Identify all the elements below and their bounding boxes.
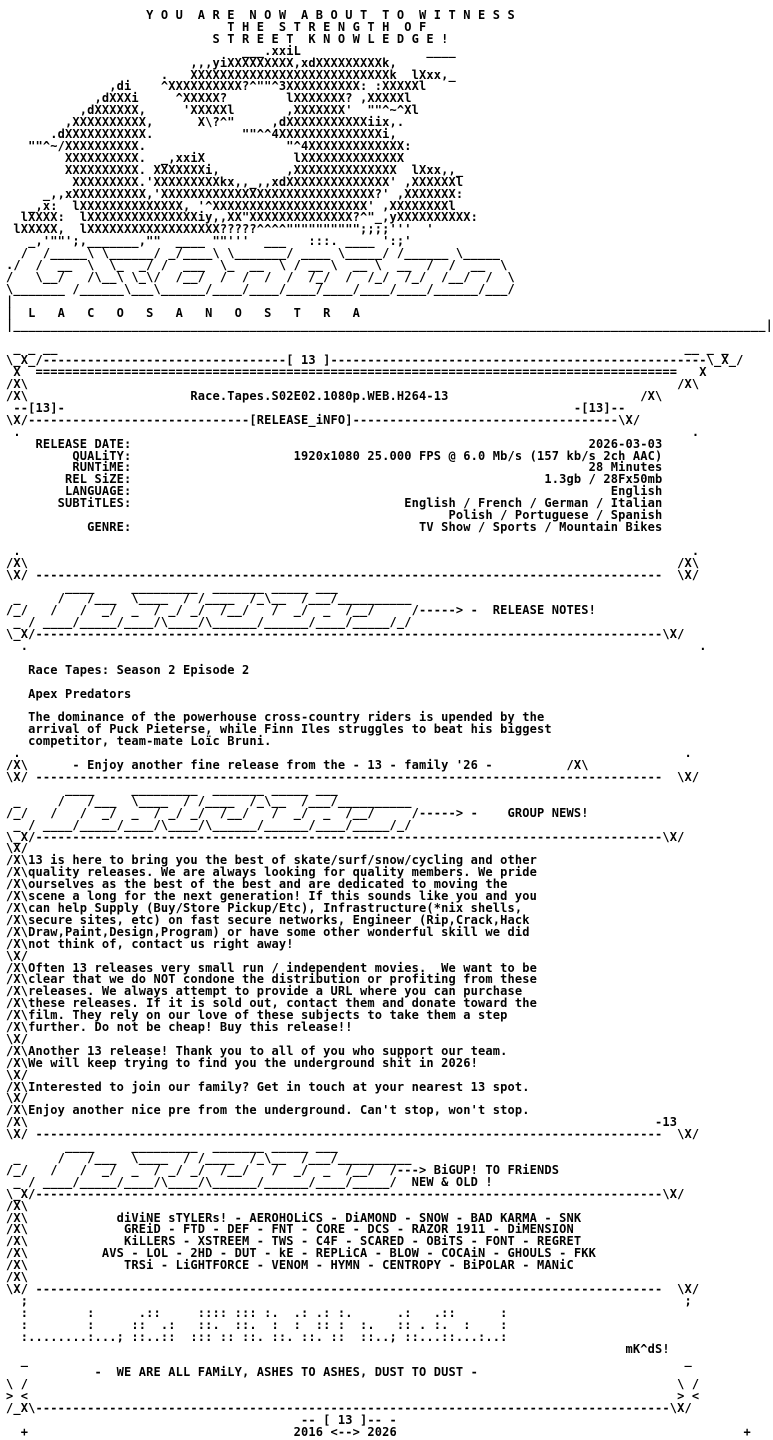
tag-right: -[13]-	[573, 400, 619, 415]
notes-line: Race Tapes: Season 2 Episode 2	[28, 662, 250, 677]
footer-years: 2016 <--> 2026	[293, 1424, 397, 1439]
section-bigup-sub: NEW & OLD !	[411, 1174, 493, 1189]
news-line: Enjoy another nice pre from the underground. Can't stop, won't stop.	[28, 1103, 530, 1118]
info-label: LANGUAGE:	[65, 484, 132, 499]
notes-line: The dominance of the powerhouse cross-country riders is upended by the	[28, 710, 545, 725]
section-release-notes: RELEASE NOTES!	[492, 603, 596, 618]
friends-line: TRSi - LiGHTFORCE - VENOM - HYMN - CENTROPY - BiPOLAR - MANiC	[124, 1258, 574, 1273]
news-line: can help Supply (Buy/Store Pickup/Etc), Infrastructure(*nix shells,	[28, 900, 523, 915]
news-line: Draw,Paint,Design,Program) or have some other wonderful skill we did	[28, 924, 530, 939]
friends-line: AVS - LOL - 2HD - DUT - kE - REPLiCA - BLOW - COCAiN - GHOULS - FKK	[101, 1246, 596, 1261]
news-line: secure sites, etc) on fast secure networks, Engineer (Rip,Crack,Hack	[28, 912, 530, 927]
info-label: RELEASE DATE:	[35, 436, 132, 451]
group-letters: L A C O S A N O S T R A	[28, 305, 360, 320]
subtitles-value: English / French / German / Italian	[404, 496, 663, 511]
footer-tag: -- [ 13 ]-- -	[300, 1412, 397, 1427]
genre-value: TV Show / Sports / Mountain Bikes	[419, 519, 663, 534]
section-bigup: BiGUP! TO FRiENDS	[433, 1162, 560, 1177]
closing-line: - WE ARE ALL FAMiLY, ASHES TO ASHES, DUST TO DUST -	[94, 1365, 478, 1380]
info-label: GENRE:	[87, 519, 132, 534]
news-line: quality releases. We are always looking for quality members. We pride	[28, 865, 537, 880]
news-line: releases. We always attempt to provide a URL where you can purchase	[28, 984, 523, 999]
size-value: 1.3gb / 28Fx50mb	[544, 472, 663, 487]
headline-line: Y O U A R E N O W A B O U T T O W I T N E S S	[6, 8, 655, 22]
tag-left: -[13]-	[20, 400, 65, 415]
family-line: - Enjoy another fine release from the - 13 - family '26 -	[72, 758, 493, 773]
news-line: not think of, contact us right away!	[28, 936, 294, 951]
news-signature: -13	[654, 1115, 678, 1130]
notes-line: Apex Predators	[28, 686, 132, 701]
news-line: We will keep trying to find you the underground shit in 2026!	[28, 1055, 478, 1070]
news-line: ourselves as the best of the best and are dedicated to moving the	[28, 877, 508, 892]
friends-line: diViNE sTYLERs! - AEROHOLiCS - DiAMOND - SNOW - BAD KARMA - SNK	[116, 1210, 582, 1225]
release-date-value: 2026-03-03	[588, 436, 663, 451]
info-label: REL SiZE:	[65, 472, 132, 487]
artist-signature: mK^dS!	[625, 1341, 670, 1356]
news-line: Interested to join our family? Get in touch at your nearest 13 spot.	[28, 1079, 530, 1094]
news-line: further. Do not be cheap! Buy this release!!	[28, 1020, 353, 1035]
section-group-news: GROUP NEWS!	[507, 805, 589, 820]
friends-line: KiLLERS - XSTREEM - TWS - C4F - SCARED - OBiTS - FONT - REGRET	[124, 1234, 582, 1249]
friends-line: GREiD - FTD - DEF - FNT - CORE - DCS - RAZOR 1911 - DiMENSION	[124, 1222, 574, 1237]
release-name: Race.Tapes.S02E02.1080p.WEB.H264-13	[190, 389, 449, 403]
quality-value: 1920x1080 25.000 FPS @ 6.0 Mb/s (157 kb/s 2ch AAC)	[293, 448, 663, 463]
news-line: Often 13 releases very small run / independent movies. We want to be	[28, 960, 537, 975]
news-line: scene a long for the next generation! If this sounds like you and you	[28, 889, 537, 904]
runtime-value: 28 Minutes	[588, 460, 663, 475]
notes-line: arrival of Puck Pieterse, while Finn Iles struggles to beat his biggest	[28, 722, 552, 737]
info-label: RUNTiME:	[72, 460, 132, 475]
headline-line: S T R E E T K N O W L E D G E !	[6, 31, 655, 46]
news-line: 13 is here to bring you the best of skate/surf/snow/cycling and other	[28, 853, 537, 868]
language-value: English	[610, 484, 663, 499]
subtitles-value: Polish / Portuguese / Spanish	[448, 508, 663, 523]
news-line: film. They rely on our love of these subjects to take them a step	[28, 1008, 508, 1023]
notes-line: competitor, team-mate Loïc Bruni.	[28, 734, 272, 749]
news-line: these releases. If it is sold out, contact them and donate toward the	[28, 996, 537, 1011]
info-label: QUALiTY:	[72, 448, 132, 463]
nfo-text: Y O U A R E N O W A B O U T T O W I T N E S S T H E S T R E N G T H O F S T R E E T K N O W L E D G E ! ___.xxiL ____ ,,,yiXXXXXXXXX,xdXXXXXXXXXk, . XXXXXXXXXXXXXXXXXXXXXXXXXXXk lXxx,_ ,di ^XXXXXXXXXX?^""^3XXXXXXXXXX: :XXXXXl ,dXXXi ^XXXXX? lXXXXXXX? ,XXXXXl ,dXXXXXX, 'XXXXXl ,XXXXXXX' ""^~^Xl ,XXXXXXXXXX, X\?^" ,dXXXXXXXXXXXiix,. .dXXXXXXXXXXX. ""^^4XXXXXXXXXXXXXXi, ""^~/XXXXXXXXXX. "^4XXXXXXXXXXXXX: XXXXXXXXXX. _,xxiX lXXXXXXXXXXXXXX XXXXXXXXXX. XXXXXXXi, ,XXXXXXXXXXXXXX lXxx,,_ XXXXXXXXX.'XXXXXXXXXkx,,_,,xdXXXXXXXXXXXXXX' ,XXXXXXl _,,xXXXXXXXXXX,'XXXXXXXXXXXXXXXXXXXXXXXXXXXXX?' ,XXXXXXX: _,x: lXXXXXXXXXXXXXX, '^XXXXXXXXXXXXXXXXXXXXX' ,XXXXXXXXl lXXXX: lXXXXXXXXXXXXXXXiy,,XX"XXXXXXXXXXXXXX?^"_,yXXXXXXXXXX: lXXXXX, lXXXXXXXXXXXXXXXXXX?????^^^^"""""""""";;;;''' ' _,'""';,_______,"" ____ ""''' ___ :::. ____ ':;' / /_____\ \______/ _/____\ \_______/ ____ \_____/ /______ \_____ ./ / __ \ \_ _/ / ___ \_ __ \ / __ \ __ \ __ / / __ \ / \__/ /\__\ \_\/ /__/ / / / / /_/ / /_/ /_/ /__/ / \ \_______ /______\___\______/____/____/____/____/____/____/______/___/ | | L A C O S A N O S T R A |______________________________________________________________________________________________________| _ _ __ __ _ _ \_X_/---------------------------------[ 13 ]---------------------------------------------------\_X_/ X ======================================================================================= X /X\ /X\ /X\ Race.Tapes.S02E02.1080p.WEB.H264-13 /X\ --[13]- -[13]-- \X/------------------------------[RELEASE_iNFO]------------------------------------\X/ . . RELEASE DATE: 2026-03-03 QUALiTY: 1920x1080 25.000 FPS @ 6.0 Mb/s (157 kb/s 2ch AAC) RUNTiME: 28 Minutes REL SiZE: 1.3gb / 28Fx50mb LANGUAGE: English SUBTiTLES: English / French / German / Italian Polish / Portuguese / Spanish GENRE: TV Show / Sports / Mountain Bikes . . /X\ /X\ \X/ ------------------------------------------------------------------------------------- \X/ ____ _________ _______ _____ ___ _ / /___ \____ / /____ /_\__ /___/__________ /_/ / / _/ _ / _/ _/ /__/ / _/ _ /__/ /-----> - RELEASE NOTES! _ / ____/_____/____/\____/\______/______/____/_____/_/ \_X/-------------------------------------------------------------------------------------\X/ . . Race Tapes: Season 2 Episode 2 Apex Predators The dominance of the powerhouse cross-country riders is upended by the arrival of Puck Pieterse, while Finn Iles struggles to beat his biggest competitor, team-mate Loïc Bruni. . . /X\ - Enjoy another fine release from the - 13 - family '26 - /X\ \X/ ------------------------------------------------------------------------------------- \X/ ____ _________ _______ _____ ___ _ / /___ \____ / /____ /_\__ /___/__________ /_/ / / _/ _ / _/ _/ /__/ / _/ _ /__/ /-----> - GROUP NEWS! _ / ____/_____/____/\____/\______/______/____/_____/_/ \_X/-------------------------------------------------------------------------------------\X/ \X/ /X\13 is here to bring you the best of skate/surf/snow/cycling and other /X\quality releases. We are always looking for quality members. We pride /X\ourselves as the best of the best and are dedicated to moving the /X\scene a long for the next generation! If this sounds like you and you /X\can help Supply (Buy/Store Pickup/Etc), Infrastructure(*nix shells, /X\secure sites, etc) on fast secure networks, Engineer (Rip,Crack,Hack /X\Draw,Paint,Design,Program) or have some other wonderful skill we did /X\not think of, contact us right away! \X/ /X\Often 13 releases very small run / independent movies. We want to be /X\clear that we do NOT condone the distribution or profiting from these /X\releases. We always attempt to provide a URL where you can purchase /X\these releases. If it is sold out, contact them and donate toward the /X\film. They rely on our love of these subjects to take them a step /X\further. Do not be cheap! Buy this release!! \X/ /X\Another 13 release! Thank you to all of you who support our team. /X\We will keep trying to find you the underground shit in 2026! \X/ /X\Interested to join our family? Get in touch at your nearest 13 spot. \X/ /X\Enjoy another nice pre from the underground. Can't stop, won't stop. /X\ -13 \X/ ------------------------------------------------------------------------------------- \X/ ____ _________ _______ _____ ___ _ / /___ \____ / /____ /_\__ /___/__________ /_/ / / _/ _ / _/ _/ /__/ / _/ _ /__/ /---> BiGUP! TO FRiENDS _ / ____/_____/____/\____/\______/______/____/_____/ NEW & OLD ! \_X/-------------------------------------------------------------------------------------\X/ /X\ /X\ diViNE sTYLERs! - AEROHOLiCS - DiAMOND - SNOW - BAD KARMA - SNK /X\ GREiD - FTD - DEF - FNT - CORE - DCS - RAZOR 1911 - DiMENSION /X\ KiLLERS - XSTREEM - TWS - C4F - SCARED - OBiTS - FONT - REGRET /X\ AVS - LOL - 2HD - DUT - kE - REPLiCA - BLOW - COCAiN - GHOULS - FKK /X\ TRSi - LiGHTFORCE - VENOM - HYMN - CENTROPY - BiPOLAR - MANiC /X\ \X/ ------------------------------------------------------------------------------------- \X/ ; ; : : .:: :::: ::: :. .: .: :. .: .:: : : : :: .: ::. ::. : : :: : :. :: . :. : : :........:...; ::..:: ::: :: ::. ::. ::. :: ::..; ::...::...:..: mK^dS! _ _ - WE ARE ALL FAMiLY, ASHES TO ASHES, DUST TO DUST - \ / \ / > < > < /_X\--------------------------------------------------------------------------------------\X/ -- [ 13 ]-- - + 2016 <--> 2026 +	[6, 8, 773, 1439]
headline-line: T H E S T R E N G T H O F	[6, 19, 655, 34]
news-line: Another 13 release! Thank you to all of you who support our team.	[28, 1043, 508, 1058]
news-line: clear that we do NOT condone the distribution or profiting from these	[28, 972, 537, 987]
info-label: SUBTiTLES:	[57, 496, 132, 511]
group-tag: [ 13 ]	[286, 353, 331, 368]
section-release-info: [RELEASE_iNFO]	[249, 412, 353, 427]
